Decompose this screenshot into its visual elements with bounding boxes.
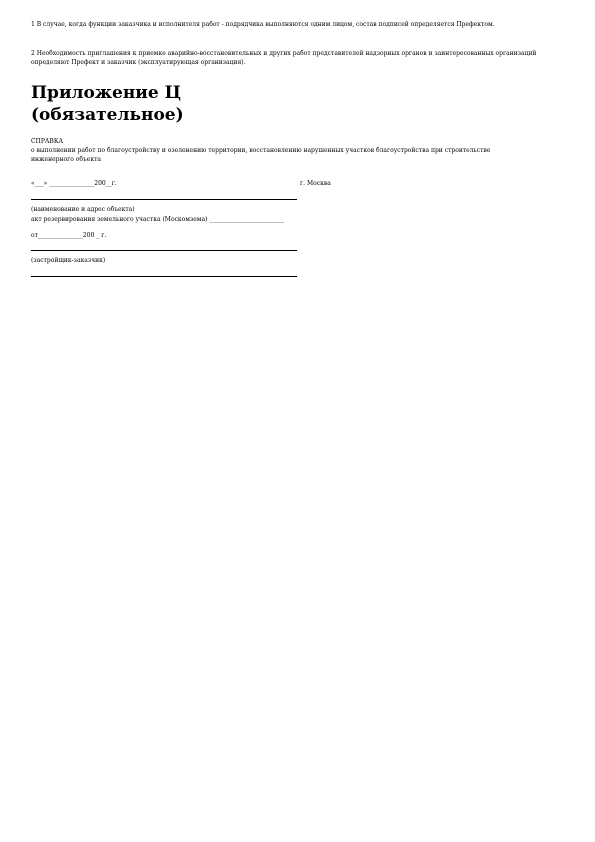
builder-label: (застройщик-заказчик) <box>31 257 106 264</box>
object-label: (наименование и адрес объекта) <box>31 206 135 213</box>
city-label: г. Москва <box>300 180 331 187</box>
object-rule <box>31 199 297 200</box>
signature-rule <box>31 276 297 277</box>
from-date-line: от_______________200 _ г. <box>31 232 107 239</box>
spravka-description: о выполнении работ по благоустройству и озеленению территории, восстановлению нарушенных участков благоустройства при строительстве инженерного объекта <box>31 147 491 163</box>
appendix-title: Приложение Ц <box>31 83 182 103</box>
date-line: «___» _______________200__г. <box>31 180 117 187</box>
footnote-1: 1 В случае, когда функции заказчика и исполнителя работ - подрядчика выполняются одним лицом, состав подписей определяется Префектом. <box>31 21 495 28</box>
appendix-subtitle: (обязательное) <box>31 105 184 125</box>
builder-rule <box>31 250 297 251</box>
act-line: акт резервирования земельного участка (Москомзема) _________________________ <box>31 216 285 223</box>
spravka-label: СПРАВКА <box>31 138 64 145</box>
appendix-heading <box>31 82 184 126</box>
footnote-2: 2 Необходимость приглашения к приемке аварийно-восстановительных и других работ представителей надзорных органов и заинтересованных организаций определяют Префект и заказчик (эксплуатирующая организация). <box>31 50 537 66</box>
